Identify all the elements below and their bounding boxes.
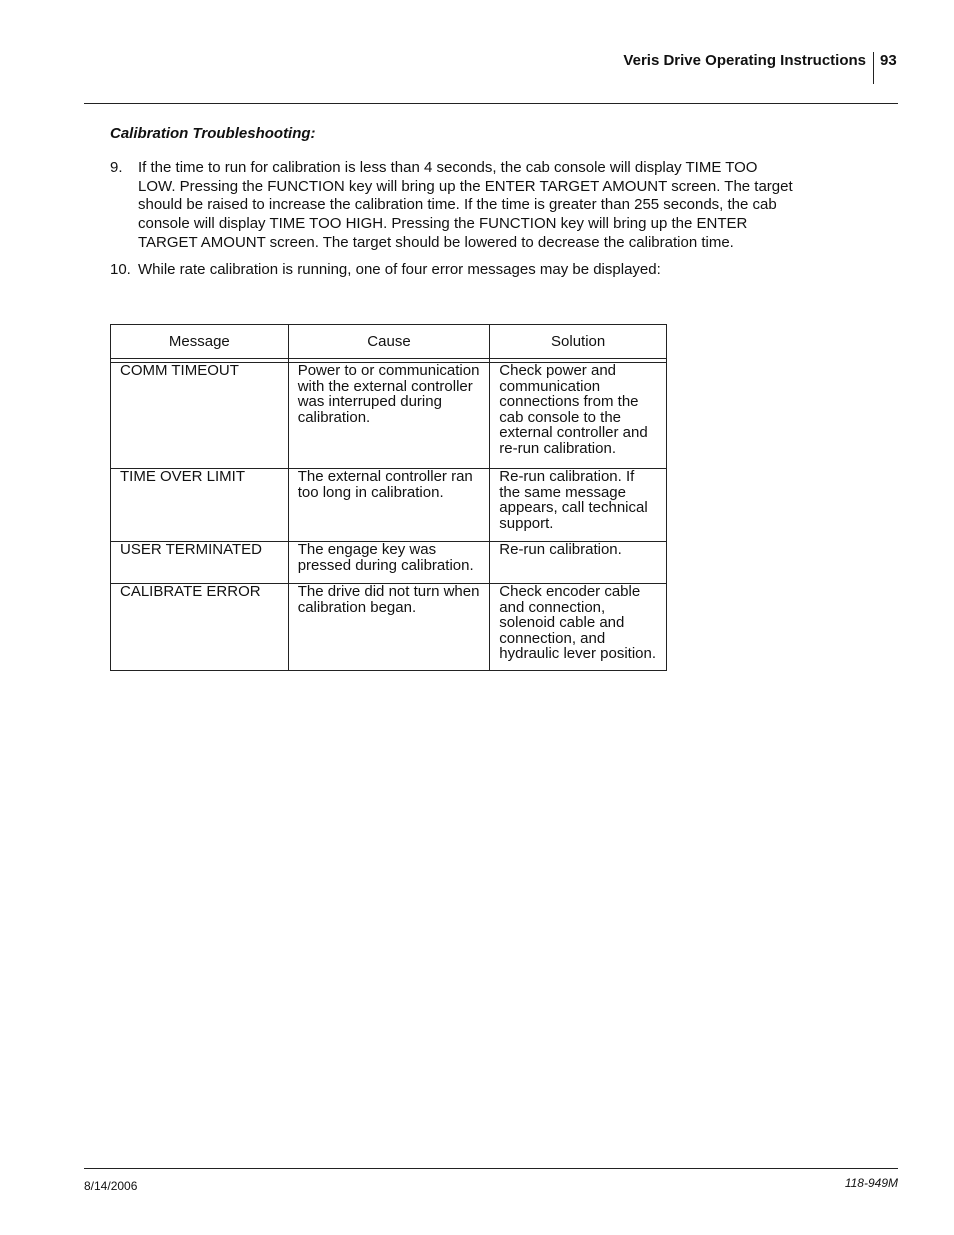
list-item (110, 159, 800, 254)
section-heading: Calibration Troubleshooting: (110, 125, 316, 142)
cell-message: CALIBRATE ERROR (111, 584, 289, 671)
table-row (111, 542, 667, 584)
cell-cause: Power to or communication with the external controller was interruped during calibration. (288, 363, 490, 469)
table-row (111, 469, 667, 542)
list-item-text: If the time to run for calibration is less than 4 seconds, the cab console will display TIME TOO LOW. Pressing the FUNCTION key will bring up the ENTER TARGET AMOUNT screen. The target should be raised to increase the calibration time. If the time is greater than 255 seconds, the cab console will display TIME TOO HIGH. Pressing the FUNCTION key will bring up the ENTER TARGET AMOUNT screen. The target should be lowered to decrease the calibration time. (138, 159, 793, 251)
cell-message: USER TERMINATED (111, 542, 289, 584)
list-item-text: While rate calibration is running, one of four error messages may be displayed: (138, 261, 661, 278)
cell-message: COMM TIMEOUT (111, 363, 289, 469)
header-title: Veris Drive Operating Instructions (623, 52, 866, 69)
list-item-number: 9. (110, 159, 123, 176)
footer-date: 8/14/2006 (84, 1179, 138, 1193)
cell-solution: Re-run calibration. If the same message appears, call technical support. (490, 469, 667, 542)
column-header-solution: Solution (490, 325, 667, 359)
table-row (111, 363, 667, 469)
cell-message: TIME OVER LIMIT (111, 469, 289, 542)
error-messages-table (110, 324, 667, 671)
list-item (110, 261, 800, 283)
list-item-number: 10. (110, 261, 131, 278)
cell-solution: Check encoder cable and connection, solenoid cable and connection, and hydraulic lever position. (490, 584, 667, 671)
cell-cause: The engage key was pressed during calibration. (288, 542, 490, 584)
cell-solution: Check power and communication connections from the cab console to the external controller and re-run calibration. (490, 363, 667, 469)
footer-doc-number: 118-949M (844, 1176, 898, 1190)
table-row (111, 584, 667, 671)
header-rule (84, 103, 898, 104)
cell-cause: The drive did not turn when calibration began. (288, 584, 490, 671)
table-header-row (111, 325, 667, 359)
header-divider (873, 52, 874, 84)
column-header-cause: Cause (288, 325, 490, 359)
cell-cause: The external controller ran too long in calibration. (288, 469, 490, 542)
cell-solution: Re-run calibration. (490, 542, 667, 584)
page-number: 93 (880, 52, 897, 69)
column-header-message: Message (111, 325, 289, 359)
footer-rule (84, 1168, 898, 1169)
